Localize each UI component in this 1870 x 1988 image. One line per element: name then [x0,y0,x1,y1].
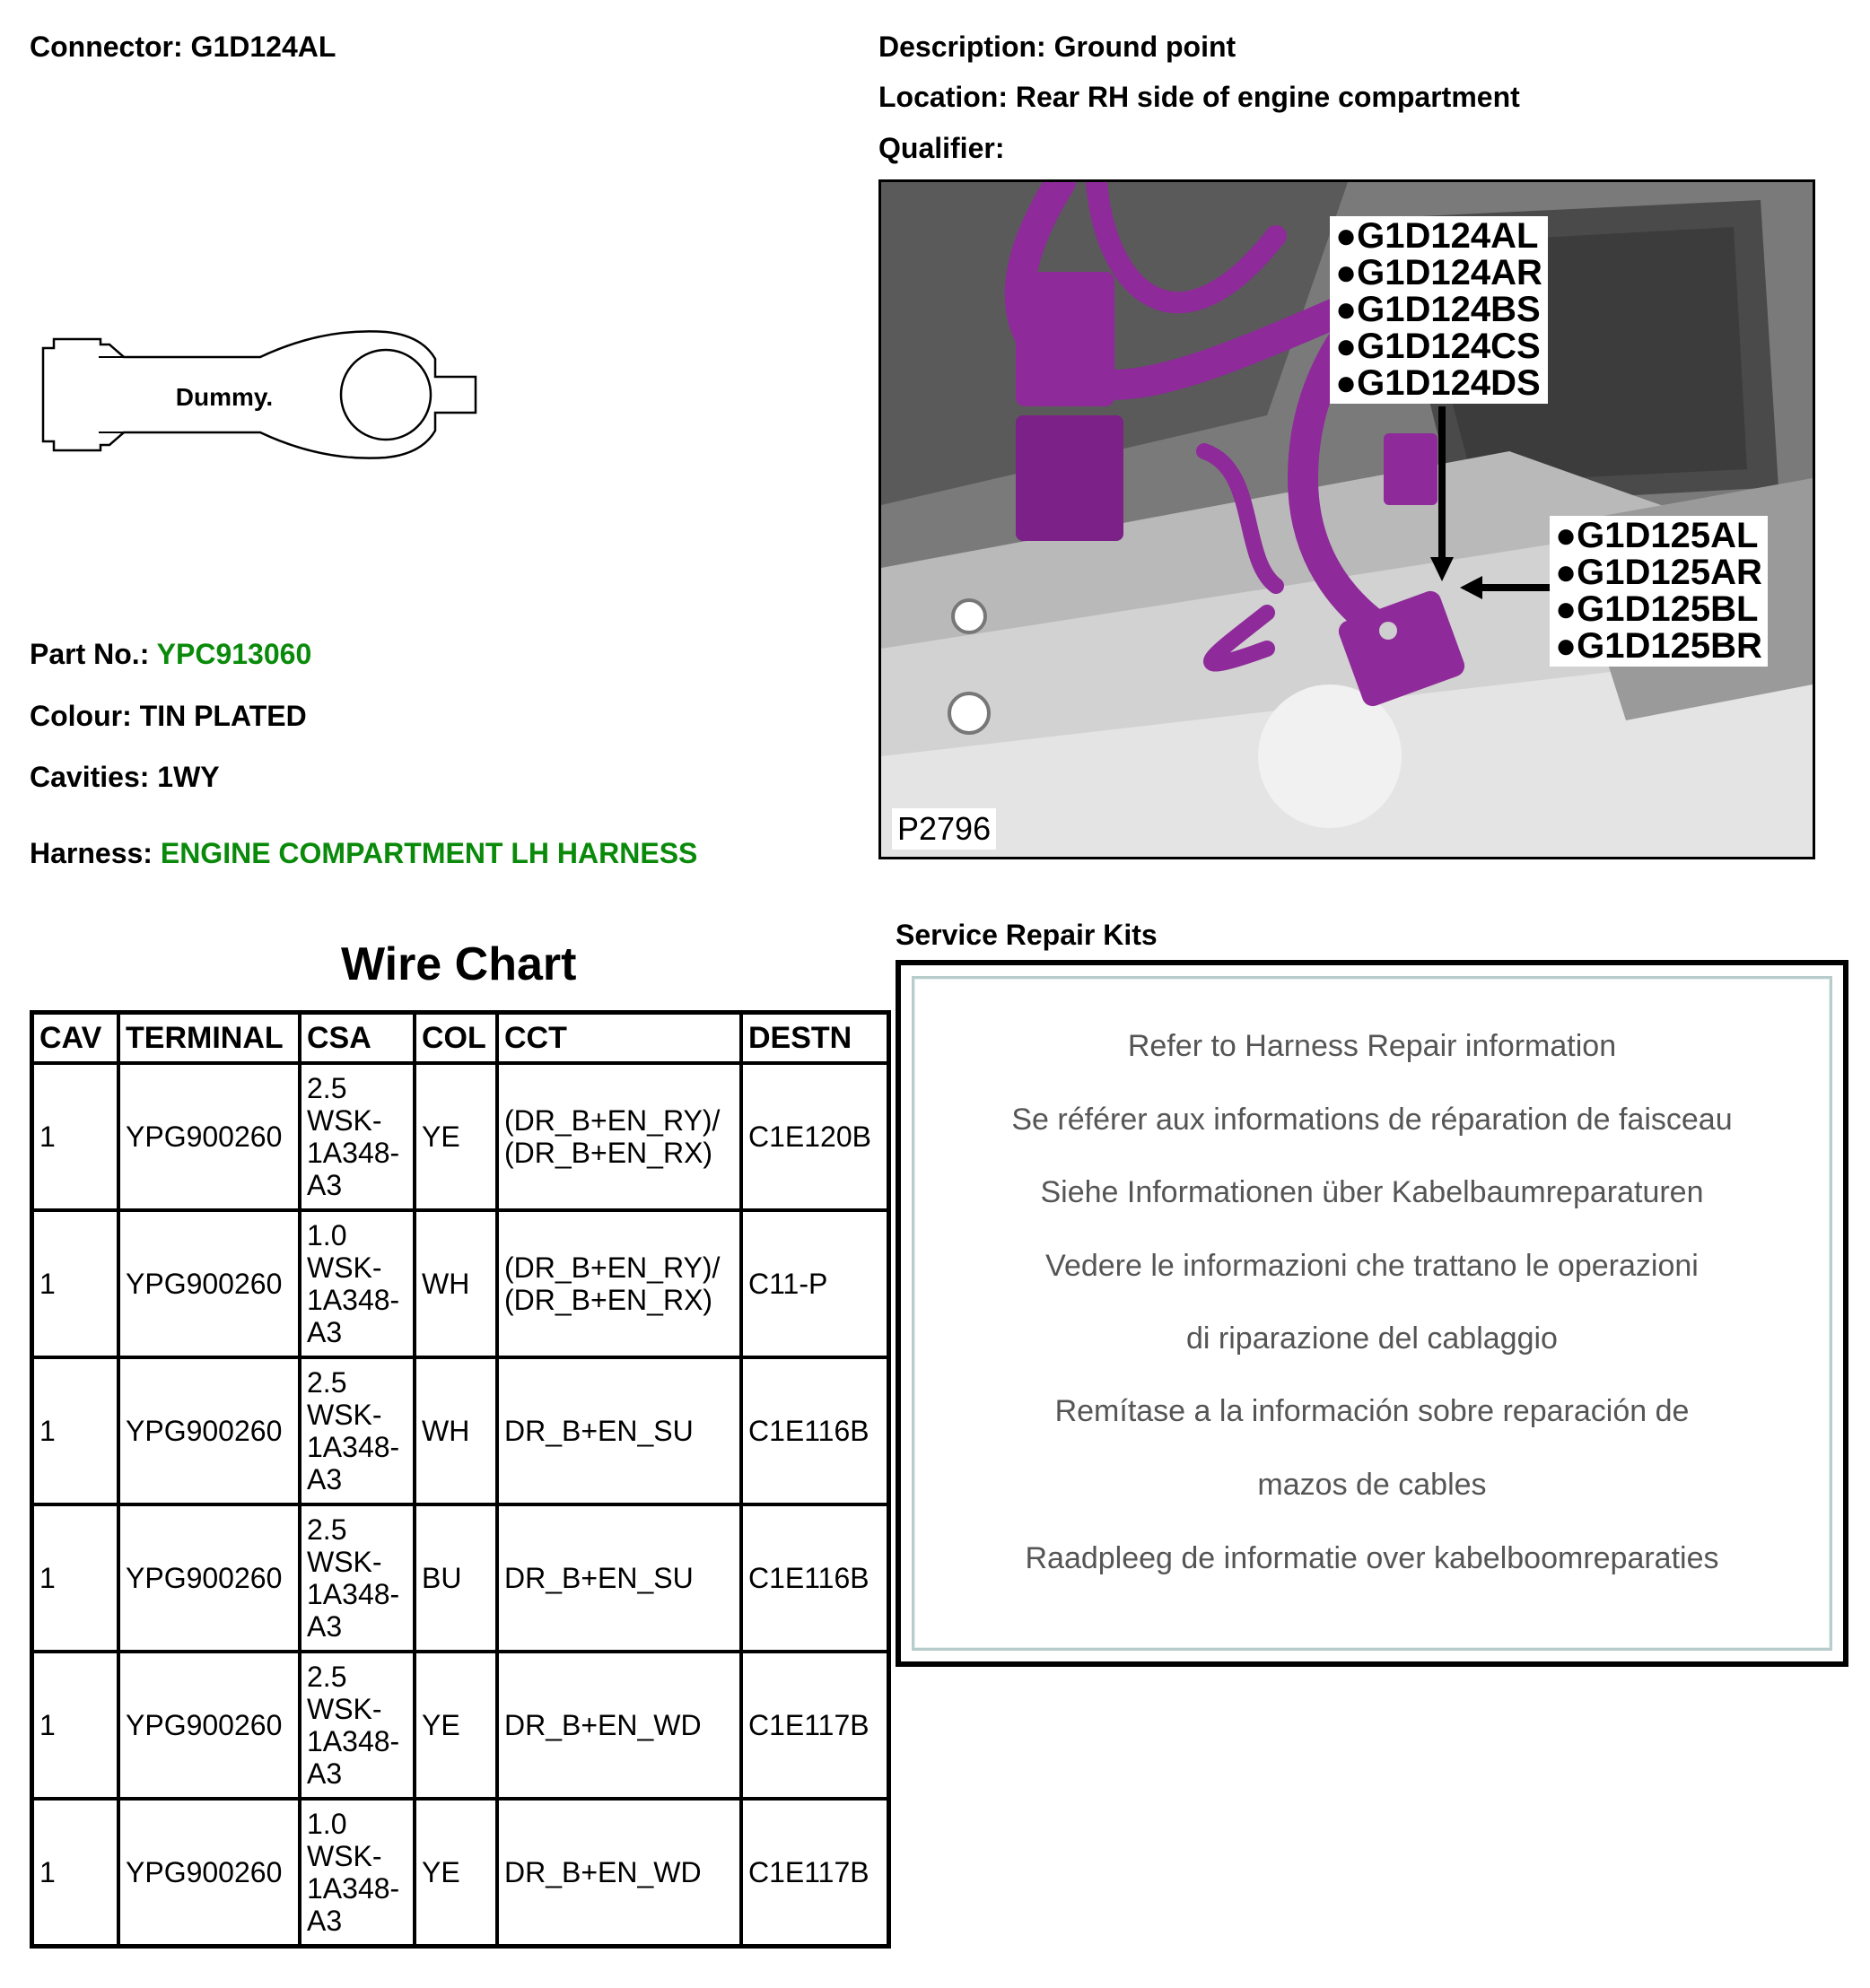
header-csa: CSA [300,1013,415,1064]
cell-cct: DR_B+EN_SU [497,1504,741,1652]
cell-cct: (DR_B+EN_RY)/ (DR_B+EN_RX) [497,1063,741,1210]
cell-destn: C1E117B [741,1799,889,1947]
cell-cct: DR_B+EN_WD [497,1652,741,1799]
cell-csa: 2.5 WSK- 1A348- A3 [300,1063,415,1210]
dummy-text: Dummy. [175,383,274,411]
callout-item: ●G1D125BR [1555,626,1762,666]
cavities-line [30,761,220,794]
cell-terminal: YPG900260 [118,1063,300,1210]
table-header-row [32,1013,889,1064]
cell-col: BU [415,1504,497,1652]
colour-label: Colour: [30,700,132,732]
cavities-value: 1WY [157,761,220,793]
callout-item: ●G1D124BS [1335,290,1541,329]
table-row [32,1210,889,1357]
cell-terminal: YPG900260 [118,1357,300,1504]
cell-terminal: YPG900260 [118,1210,300,1357]
harness-line [30,837,697,870]
qualifier-line [878,132,1004,165]
kit-line-de: Siehe Informationen über Kabelbaumreparaturen [1040,1175,1704,1209]
cell-terminal: YPG900260 [118,1799,300,1947]
header-destn: DESTN [741,1013,889,1064]
cell-col: YE [415,1063,497,1210]
qualifier-label: Qualifier: [878,132,1005,164]
cell-csa: 1.0 WSK- 1A348- A3 [300,1799,415,1947]
table-row [32,1652,889,1799]
cell-cav: 1 [32,1799,119,1947]
table-row [32,1504,889,1652]
part-no-link[interactable]: YPC913060 [156,638,312,670]
part-no-line [30,638,311,671]
colour-value: TIN PLATED [139,700,307,732]
cell-cct: (DR_B+EN_RY)/ (DR_B+EN_RX) [497,1210,741,1357]
wire-chart-table [30,1010,891,1949]
description-line [878,31,1236,64]
cell-csa: 1.0 WSK- 1A348- A3 [300,1210,415,1357]
cell-cav: 1 [32,1504,119,1652]
service-kits-panel [912,976,1832,1651]
wire-chart-title: Wire Chart [341,938,577,990]
location-photo [878,179,1815,859]
description-label: Description: [878,31,1046,63]
kit-line-es-1: Remítase a la información sobre reparación de [1054,1394,1690,1428]
description-value: Ground point [1053,31,1236,63]
cell-cav: 1 [32,1652,119,1799]
location-value: Rear RH side of engine compartment [1015,81,1520,113]
cell-cav: 1 [32,1063,119,1210]
cell-col: WH [415,1210,497,1357]
kit-line-it-1: Vedere le informazioni che trattano le operazioni [1045,1249,1699,1283]
kit-line-nl: Raadpleeg de informatie over kabelboomreparaties [1025,1541,1719,1575]
cell-cav: 1 [32,1357,119,1504]
header-cct: CCT [497,1013,741,1064]
callout-item: ●G1D125AR [1555,553,1762,592]
callout-item: ●G1D125AL [1555,516,1759,555]
header-cav: CAV [32,1013,119,1064]
connector-value: G1D124AL [190,31,336,63]
cell-csa: 2.5 WSK- 1A348- A3 [300,1504,415,1652]
header-col: COL [415,1013,497,1064]
part-no-label: Part No.: [30,638,150,670]
connector-heading [30,31,336,64]
connector-drawing [36,323,485,466]
cell-cct: DR_B+EN_SU [497,1357,741,1504]
callout-item: ●G1D124CS [1335,327,1541,366]
callout-item: ●G1D124AR [1335,253,1542,292]
cell-col: WH [415,1357,497,1504]
cell-col: YE [415,1799,497,1947]
service-kits-box [896,960,1848,1667]
table-row [32,1799,889,1947]
callout-item: ●G1D125BL [1555,589,1759,629]
location-line [878,81,1520,114]
colour-line [30,700,307,733]
harness-label: Harness: [30,837,153,869]
kit-line-it-2: di riparazione del cablaggio [1186,1321,1558,1356]
kit-line-fr: Se référer aux informations de réparation de faisceau [1011,1103,1733,1137]
callout-item: ●G1D124DS [1335,363,1541,403]
cell-cav: 1 [32,1210,119,1357]
callout-item: ●G1D124AL [1335,216,1539,256]
cavities-label: Cavities: [30,761,150,793]
cell-csa: 2.5 WSK- 1A348- A3 [300,1652,415,1799]
callout-g1d124 [1330,216,1548,404]
cell-terminal: YPG900260 [118,1504,300,1652]
cell-csa: 2.5 WSK- 1A348- A3 [300,1357,415,1504]
cell-col: YE [415,1652,497,1799]
header-terminal: TERMINAL [118,1013,300,1064]
cell-destn: C1E117B [741,1652,889,1799]
cell-destn: C1E116B [741,1504,889,1652]
table-row [32,1357,889,1504]
connector-label: Connector: [30,31,183,63]
cell-destn: C11-P [741,1210,889,1357]
kit-line-es-2: mazos de cables [1257,1468,1487,1502]
table-row [32,1063,889,1210]
service-kits-title: Service Repair Kits [896,919,1158,951]
cell-destn: C1E120B [741,1063,889,1210]
callout-g1d125 [1550,516,1768,667]
picture-code: P2796 [892,808,996,850]
cell-cct: DR_B+EN_WD [497,1799,741,1947]
harness-link[interactable]: ENGINE COMPARTMENT LH HARNESS [160,837,698,869]
cell-terminal: YPG900260 [118,1652,300,1799]
location-label: Location: [878,81,1008,113]
cell-destn: C1E116B [741,1357,889,1504]
kit-line-en: Refer to Harness Repair information [1127,1029,1617,1063]
